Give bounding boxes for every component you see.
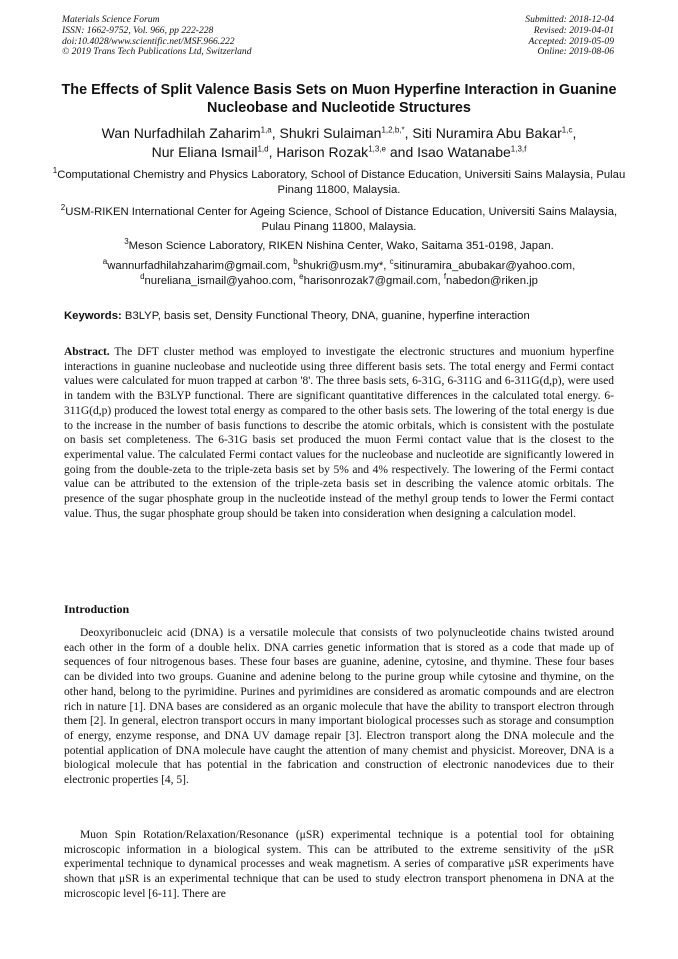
- keywords: [64, 309, 624, 324]
- intro-paragraph-2: Muon Spin Rotation/Relaxation/Resonance (μSR) experimental technique is a potential tool for obtaining microscopic information in a biological system. This can be attributed to the extreme sensitivity of the μSR experimental technique to dynamical processes and weak magnetism. A series of comparative μSR experiments have shown that μSR is an experimental technique that can be used to study electron transport phenomena in DNA at the microscopic level [6-11]. There are: [64, 829, 614, 900]
- section-heading-introduction: Introduction: [64, 602, 130, 616]
- author: Nur Eliana Ismail$^{1,d}$,: [151, 144, 277, 160]
- affiliation-2: $^2$USM-RIKEN International Center for Ageing Science, School of Distance Education, Universiti Sains Malaysia, Pulau Pinang 11800, Malaysia.: [60, 203, 618, 233]
- online-date: Online: 2019-08-06: [537, 46, 614, 58]
- keywords-label: Keywords:: [64, 310, 122, 322]
- abstract-label: Abstract.: [64, 346, 110, 358]
- author-list: [40, 124, 638, 162]
- publication-dates: [525, 15, 614, 58]
- submitted-date: Submitted: 2018-12-04: [525, 14, 614, 25]
- paper-title: The Effects of Split Valence Basis Sets on Muon Hyperfine Interaction in Guanine Nucleobase and Nucleotide Structures: [61, 82, 617, 116]
- email[interactable]: $^d$nureliana_ismail@yahoo.com: [140, 272, 293, 287]
- author: Isao Watanabe$^{1,3,f}$: [417, 144, 527, 160]
- author: Siti Nuramira Abu Bakar$^{1,c}$,: [412, 125, 577, 141]
- keywords-text: B3LYP, basis set, Density Functional Theory, DNA, guanine, hyperfine interaction: [124, 310, 530, 322]
- email[interactable]: $^c$sitinuramira_abubakar@yahoo.com: [389, 257, 573, 272]
- affiliation-1: $^1$Computational Chemistry and Physics Laboratory, School of Distance Education, Universiti Sains Malaysia, Pulau Pinang 11800, Malaysia.: [52, 166, 626, 196]
- abstract: [64, 345, 614, 521]
- email[interactable]: $^e$harisonrozak7@gmail.com: [299, 272, 438, 287]
- author: Wan Nurfadhilah Zaharim$^{1,a}$,: [101, 125, 280, 141]
- email[interactable]: $^f$nabedon@riken.jp: [443, 272, 538, 287]
- author: Harison Rozak$^{1,3,e}$ and: [276, 144, 418, 160]
- issn: ISSN: 1662-9752, Vol. 966, pp 222-228: [62, 24, 214, 36]
- journal-info: [62, 15, 252, 58]
- revised-date: Revised: 2019-04-01: [533, 24, 614, 36]
- author-emails: $^a$wannurfadhilahzaharim@gmail.com, $^b$shukri@usm.my*, $^c$sitinuramira_abubakar@yahoo.com, $^d$nureliana_ismail@yahoo.com, $^e$harisonrozak7@gmail.com, $^f$nabedon@riken.jp: [102, 257, 576, 287]
- abstract-text: The DFT cluster method was employed to investigate the electronic structures and muonium hyperfine interactions in guanine nucleobase and nucleotide using three different basis sets. The total energy and Fermi contact values were calculated for muon trapped at carbon '8'. The three basis sets, 6-31G, 6-311G and 6-311G(d,p), were used in tandem with the B3LYP functional. There are significant quantitative differences in the calculated total energy. 6-311G(d,p) produced the lowest total energy as compared to the other basis sets. The lowering of the total energy is due to the increase in the number of basis functions to describe the atomic orbitals, which is consistent with the postulate on basis set completeness. The 6-31G basis set produced the muon Fermi contact value that is the closest to the experimental value. The calculated Fermi contact values for the nucleobase and nucleotide are significantly lowered in going from the double-zeta to the triple-zeta basis set by 5% and 4% respectively. The lowering of the Fermi contact value can be attributed to the extension of the triple-zeta basis set in describing the valence atomic orbitals. The presence of the sugar phosphate group in the nucleotide instead of the methyl group tends to lower the Fermi contact value. Thus, the sugar phosphate group should be taken into consideration when designing a calculation model.: [64, 346, 614, 520]
- affiliation-3: $^3$Meson Science Laboratory, RIKEN Nishina Center, Wako, Saitama 351-0198, Japan.: [124, 237, 554, 252]
- journal-name: Materials Science Forum: [62, 14, 160, 25]
- doi: doi:10.4028/www.scientific.net/MSF.966.222: [62, 35, 235, 47]
- email[interactable]: $^b$shukri@usm.my*: [293, 257, 384, 272]
- accepted-date: Accepted: 2019-05-09: [528, 35, 614, 47]
- author: Shukri Sulaiman$^{1,2,b,*}$,: [279, 125, 413, 141]
- copyright: © 2019 Trans Tech Publications Ltd, Switzerland: [62, 46, 252, 58]
- email[interactable]: $^a$wannurfadhilahzaharim@gmail.com: [102, 257, 287, 272]
- intro-paragraph-1: Deoxyribonucleic acid (DNA) is a versatile molecule that consists of two polynucleotide chains twisted around each other in the form of a double helix. DNA carries genetic information that is stored as a code that made up of sequences of four nitrogenous bases. These four bases are guanine, adenine, cytosine, and thymine. These four bases can be divided into two groups. Guanine and adenine belong to the purine group while cytosine and thymine, on the other hand, belong to the pyrimidine. Purines and pyrimidines are considered as aromatic compounds and are electron rich in nature [1]. DNA bases are considered as an organic molecule that have the ability to transport electron through them [2]. In general, electron transport occurs in many important biological processes such as storage and consumption of energy, enzyme response, and DNA UV damage repair [3]. Electron transport along the DNA molecule and the potential application of DNA molecule have caught the attention of many chemist and physicist. Moreover, DNA is a biological molecule that has potential in the fabrication and construction of electronic nanodevices due to their electronic properties [4, 5].: [64, 627, 614, 787]
